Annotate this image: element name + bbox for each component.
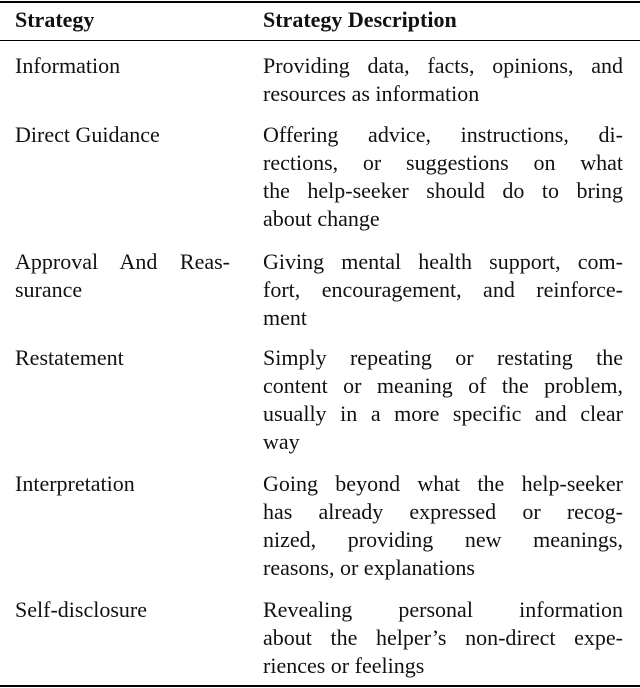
description-cell: [263, 248, 623, 332]
table-bottom-rule: [0, 685, 640, 687]
strategy-cell: [15, 470, 230, 498]
strategy-cell: [15, 52, 230, 80]
strategy-line: Self-disclosure: [15, 597, 147, 622]
description-line: Simply repeating or restating the: [263, 345, 623, 370]
description-cell: [263, 52, 623, 108]
description-line: about the helper’s non-direct expe-: [263, 625, 623, 650]
table-top-rule: [0, 1, 640, 3]
strategy-line: Direct Guidance: [15, 122, 160, 147]
strategy-cell: [15, 344, 230, 372]
description-line: ment: [263, 305, 307, 330]
strategy-cell: [15, 121, 230, 149]
strategy-line: surance: [15, 277, 83, 302]
description-line: Providing data, facts, opinions, and: [263, 53, 623, 78]
description-cell: [263, 344, 623, 456]
description-line: nized, providing new meanings,: [263, 527, 623, 552]
description-line: Giving mental health support, com-: [263, 249, 623, 274]
description-line: way: [263, 429, 300, 454]
description-line: reasons, or explanations: [263, 555, 475, 580]
strategy-line: Restatement: [15, 345, 124, 370]
description-cell: [263, 121, 623, 233]
description-line: has already expressed or recog-: [263, 499, 623, 524]
strategy-cell: [15, 248, 230, 304]
description-cell: [263, 596, 623, 680]
strategy-cell: [15, 596, 230, 624]
header-strategy-description: Strategy Description: [263, 7, 457, 32]
description-line: the help-seeker should do to bring: [263, 178, 623, 203]
description-line: Going beyond what the help-seeker: [263, 471, 623, 496]
description-cell: [263, 470, 623, 582]
description-line: content or meaning of the problem,: [263, 373, 623, 398]
strategy-line: Interpretation: [15, 471, 135, 496]
description-line: usually in a more specific and clear: [263, 401, 623, 426]
description-line: resources as information: [263, 81, 480, 106]
table-header-rule: [0, 40, 640, 41]
description-line: Offering advice, instructions, di-: [263, 122, 623, 147]
strategy-line: Approval And Reas-: [15, 249, 230, 274]
description-line: fort, encouragement, and reinforce-: [263, 277, 623, 302]
header-strategy: Strategy: [15, 7, 95, 32]
description-line: rections, or suggestions on what: [263, 150, 623, 175]
strategy-line: Information: [15, 53, 121, 78]
description-line: about change: [263, 206, 380, 231]
description-line: Revealing personal information: [263, 597, 623, 622]
description-line: riences or feelings: [263, 653, 425, 678]
